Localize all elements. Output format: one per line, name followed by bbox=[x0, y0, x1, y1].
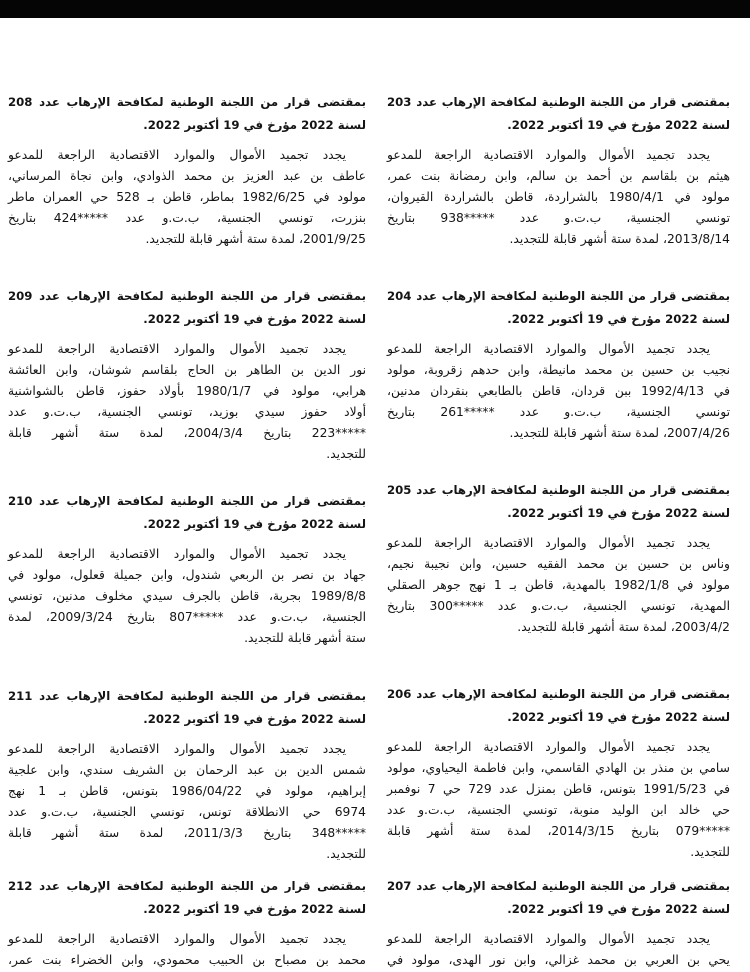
body-line: هرابي، مولود في 1980/1/7 بأولاد حفوز، قاطن بالشواشنية bbox=[8, 384, 366, 398]
heading-line: بمقتضى قرار من اللجنة الوطنية لمكافحة الإرهاب عدد 203 bbox=[387, 95, 730, 109]
top-bar bbox=[0, 0, 750, 18]
body-line: 2007/4/26، لمدة ستة أشهر قابلة للتجديد. bbox=[509, 426, 730, 440]
heading-line: لسنة 2022 مؤرخ في 19 أكتوبر 2022. bbox=[507, 311, 730, 326]
decision-body bbox=[8, 739, 366, 865]
decision-body bbox=[387, 145, 730, 250]
body-line: في 1992/4/13 ببن قردان، قاطن بالطابعي بنقردان مدنين، bbox=[387, 384, 730, 398]
decision-entry bbox=[8, 490, 366, 685]
decision-body bbox=[8, 339, 366, 465]
body-line: حي خالد ابن الوليد منوبة، تونسي الجنسية، ب.ت.و عدد bbox=[387, 803, 730, 817]
body-line: للتجديد. bbox=[326, 847, 366, 861]
column-left bbox=[8, 91, 366, 971]
body-line: يجدد تجميد الأموال والموارد الاقتصادية الراجعة للمدعو bbox=[8, 342, 346, 356]
heading-line: لسنة 2022 مؤرخ في 19 أكتوبر 2022. bbox=[507, 505, 730, 520]
body-line: يجدد تجميد الأموال والموارد الاقتصادية الراجعة للمدعو bbox=[8, 547, 346, 561]
decision-body bbox=[8, 145, 366, 250]
body-line: ستة أشهر قابلة للتجديد. bbox=[244, 631, 366, 645]
decision-heading bbox=[387, 683, 730, 728]
body-line: مولود في 1982/6/25 بماطر، قاطن بـ 528 حي العمران ماطر bbox=[8, 190, 366, 204]
body-line: يحي بن العربي بن محمد غزالي، وابن نور الهدى، مولود في bbox=[387, 953, 730, 967]
body-line: يجدد تجميد الأموال والموارد الاقتصادية الراجعة للمدعو bbox=[8, 148, 346, 162]
decision-body bbox=[387, 737, 730, 863]
heading-line: بمقتضى قرار من اللجنة الوطنية لمكافحة الإرهاب عدد 209 bbox=[8, 289, 366, 303]
body-line: يجدد تجميد الأموال والموارد الاقتصادية الراجعة للمدعو bbox=[387, 536, 710, 550]
decision-heading bbox=[8, 91, 366, 136]
body-line: 6974 حي الانطلاقة تونس، تونسي الجنسية، ب.ت.و عدد bbox=[8, 805, 366, 819]
body-line: في 1991/5/23 بتونس، قاطن بمنزل عدد 729 حي 7 نوفمبر bbox=[387, 782, 730, 796]
body-line: يجدد تجميد الأموال والموارد الاقتصادية الراجعة للمدعو bbox=[387, 740, 710, 754]
decision-body bbox=[8, 544, 366, 649]
body-line: للتجديد. bbox=[690, 845, 730, 859]
decision-entry bbox=[387, 285, 730, 479]
decision-heading bbox=[387, 479, 730, 524]
decision-heading bbox=[8, 490, 366, 535]
heading-line: بمقتضى قرار من اللجنة الوطنية لمكافحة الإرهاب عدد 204 bbox=[387, 289, 730, 303]
body-line: سامي بن منذر بن الهادي القاسمي، وابن فاطمة اليحياوي، مولود bbox=[387, 761, 730, 775]
body-line: 2013/8/14، لمدة ستة أشهر قابلة للتجديد. bbox=[509, 232, 730, 246]
decision-heading bbox=[387, 91, 730, 136]
body-line: بنزرت، تونسي الجنسية، ب.ت.و عدد *****424 بتاريخ bbox=[8, 211, 366, 225]
heading-line: لسنة 2022 مؤرخ في 19 أكتوبر 2022. bbox=[143, 117, 366, 132]
body-line: جهاد بن نصر بن الربعي شندول، وابن جميلة قعلول، مولود في bbox=[8, 568, 366, 582]
body-line: مولود في 1980/4/1 بالشراردة، قاطن بالشراردة القيروان، bbox=[387, 190, 730, 204]
heading-line: بمقتضى قرار من اللجنة الوطنية لمكافحة الإرهاب عدد 211 bbox=[8, 689, 366, 703]
heading-line: لسنة 2022 مؤرخ في 19 أكتوبر 2022. bbox=[507, 709, 730, 724]
decision-heading bbox=[387, 285, 730, 330]
heading-line: لسنة 2022 مؤرخ في 19 أكتوبر 2022. bbox=[143, 711, 366, 726]
body-line: المهدية، تونسي الجنسية، ب.ت.و عدد *****300 بتاريخ bbox=[387, 599, 730, 613]
decision-entry bbox=[8, 685, 366, 875]
decision-heading bbox=[8, 285, 366, 330]
heading-line: لسنة 2022 مؤرخ في 19 أكتوبر 2022. bbox=[143, 516, 366, 531]
body-line: يجدد تجميد الأموال والموارد الاقتصادية الراجعة للمدعو bbox=[387, 342, 710, 356]
body-line: تونسي الجنسية، ب.ت.و عدد *****938 بتاريخ bbox=[387, 211, 730, 225]
decision-body bbox=[387, 339, 730, 444]
decision-body bbox=[8, 929, 366, 971]
body-line: *****223 بتاريخ 2004/3/4، لمدة ستة أشهر قابلة bbox=[8, 426, 366, 440]
body-line: يجدد تجميد الأموال والموارد الاقتصادية الراجعة للمدعو bbox=[8, 932, 346, 946]
decision-entry bbox=[8, 875, 366, 971]
decision-entry bbox=[8, 285, 366, 490]
decision-entry bbox=[8, 91, 366, 285]
decision-body bbox=[387, 929, 730, 971]
body-line: يجدد تجميد الأموال والموارد الاقتصادية الراجعة للمدعو bbox=[8, 742, 346, 756]
body-line: الجنسية، ب.ت.و عدد *****807 بتاريخ 2009/3/24، لمدة bbox=[8, 610, 367, 624]
heading-line: لسنة 2022 مؤرخ في 19 أكتوبر 2022. bbox=[143, 901, 366, 916]
decision-entry bbox=[387, 875, 730, 971]
body-line: نور الدين بن الطاهر بن الحاج بلقاسم شوشان، وابن العائشة bbox=[8, 363, 366, 377]
decision-entry bbox=[387, 683, 730, 875]
body-line: يجدد تجميد الأموال والموارد الاقتصادية الراجعة للمدعو bbox=[387, 932, 710, 946]
body-line: محمد بن مصباح بن الحبيب محمودي، وابن الخضراء بنت عمر، bbox=[8, 953, 366, 967]
body-line: شمس الدين بن عبد الرحمان بن الشريف سندي، وابن علجية bbox=[8, 763, 366, 777]
body-line: للتجديد. bbox=[326, 447, 366, 461]
body-line: عاطف بن عبد العزيز بن محمد الذوادي، وابن نجاة المرساني، bbox=[8, 169, 366, 183]
heading-line: لسنة 2022 مؤرخ في 19 أكتوبر 2022. bbox=[143, 311, 366, 326]
heading-line: بمقتضى قرار من اللجنة الوطنية لمكافحة الإرهاب عدد 206 bbox=[387, 687, 730, 701]
decision-entry bbox=[387, 479, 730, 683]
decision-heading bbox=[387, 875, 730, 920]
heading-line: لسنة 2022 مؤرخ في 19 أكتوبر 2022. bbox=[507, 117, 730, 132]
body-line: إبراهيم، مولود في 1986/04/22 بتونس، قاطن بـ 1 نهج bbox=[8, 784, 366, 798]
body-line: أولاد حفوز سيدي بوزيد، تونسي الجنسية، ب.ت.و عدد bbox=[8, 405, 366, 419]
body-line: *****079 بتاريخ 2014/3/15، لمدة ستة أشهر قابلة bbox=[387, 824, 730, 838]
heading-line: بمقتضى قرار من اللجنة الوطنية لمكافحة الإرهاب عدد 210 bbox=[8, 494, 366, 508]
body-line: هيثم بن بلقاسم بن أحمد بن سالم، وابن رمضانة بنت عمر، bbox=[387, 169, 730, 183]
body-line: نجيب بن حسين بن محمد مانيطة، وابن حدهم زقروبة، مولود bbox=[387, 363, 730, 377]
body-line: 2001/9/25، لمدة ستة أشهر قابلة للتجديد. bbox=[145, 232, 366, 246]
body-line: 1989/8/8 بجربة، قاطن بالجرف سيدي مخلوف مدنين، تونسي bbox=[8, 589, 366, 603]
body-line: 2003/4/2، لمدة ستة أشهر قابلة للتجديد. bbox=[517, 620, 730, 634]
decision-heading bbox=[8, 685, 366, 730]
heading-line: لسنة 2022 مؤرخ في 19 أكتوبر 2022. bbox=[507, 901, 730, 916]
decision-heading bbox=[8, 875, 366, 920]
body-line: مولود في 1982/1/8 بالمهدية، قاطن بـ 1 نهج جوهر الصقلي bbox=[387, 578, 730, 592]
column-right bbox=[387, 91, 730, 971]
body-line: *****348 بتاريخ 2011/3/3، لمدة ستة أشهر قابلة bbox=[8, 826, 366, 840]
body-line: تونسي الجنسية، ب.ت.و عدد *****261 بتاريخ bbox=[387, 405, 730, 419]
heading-line: بمقتضى قرار من اللجنة الوطنية لمكافحة الإرهاب عدد 212 bbox=[8, 879, 366, 893]
decision-entry bbox=[387, 91, 730, 285]
heading-line: بمقتضى قرار من اللجنة الوطنية لمكافحة الإرهاب عدد 205 bbox=[387, 483, 730, 497]
heading-line: بمقتضى قرار من اللجنة الوطنية لمكافحة الإرهاب عدد 207 bbox=[387, 879, 730, 893]
heading-line: بمقتضى قرار من اللجنة الوطنية لمكافحة الإرهاب عدد 208 bbox=[8, 95, 366, 109]
body-line: يجدد تجميد الأموال والموارد الاقتصادية الراجعة للمدعو bbox=[387, 148, 710, 162]
decision-body bbox=[387, 533, 730, 638]
body-line: وناس بن حسين بن محمد الفقيه حسين، وابن نجيبة نجيم، bbox=[387, 557, 730, 571]
